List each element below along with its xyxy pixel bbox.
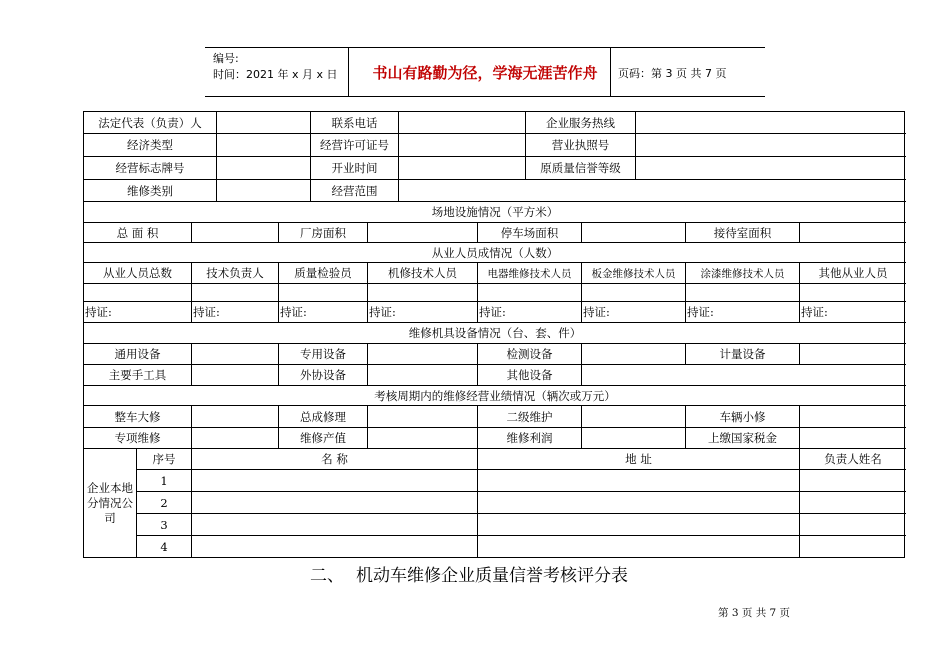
cert-cell[interactable]: 持证: (368, 302, 478, 323)
label-license-no: 经营许可证号 (311, 134, 399, 157)
page-footer: 第 3 页 共 7 页 (718, 607, 791, 619)
time-label: 时间：2021 年 x 月 x 日 (213, 68, 338, 81)
label-general-equipment: 通用设备 (84, 344, 192, 365)
value-cell[interactable] (399, 112, 526, 134)
label-special-repair: 专项维修 (84, 428, 192, 449)
header-meta (213, 51, 338, 83)
label-legal-rep: 法定代表（负责）人 (84, 112, 217, 134)
value-cell[interactable] (368, 365, 478, 386)
value-cell[interactable] (192, 223, 279, 243)
value-cell[interactable] (368, 284, 478, 302)
label-reception-area: 接待室面积 (686, 223, 800, 243)
section-equipment: 维修机具设备情况（台、套、件） (84, 323, 906, 344)
branch-seq: 4 (137, 536, 192, 558)
label-economic-type: 经济类型 (84, 134, 217, 157)
label-branch-companies: 企业本地分情况公司 (84, 449, 137, 558)
section-staff: 从业人员成情况（人数） (84, 243, 906, 263)
value-cell[interactable] (279, 284, 368, 302)
value-cell[interactable] (478, 514, 800, 536)
value-cell[interactable] (192, 536, 478, 558)
value-cell[interactable] (192, 470, 478, 492)
label-output-value: 维修产值 (279, 428, 368, 449)
label-sign-no: 经营标志牌号 (84, 157, 217, 180)
label-business-license: 营业执照号 (526, 134, 636, 157)
header-divider (610, 48, 611, 96)
cert-cell[interactable]: 持证: (84, 302, 192, 323)
value-cell[interactable] (399, 180, 906, 202)
value-cell[interactable] (582, 344, 686, 365)
label-business-scope: 经营范围 (311, 180, 399, 202)
section-number: 二、 (310, 566, 344, 586)
label-total-area: 总 面 积 (84, 223, 192, 243)
label-metering-equipment: 计量设备 (686, 344, 800, 365)
cert-cell[interactable]: 持证: (192, 302, 279, 323)
value-cell[interactable] (368, 428, 478, 449)
header-page-number: 页码：第 3 页 共 7 页 (618, 67, 727, 80)
cert-cell[interactable]: 持证: (279, 302, 368, 323)
value-cell[interactable] (800, 284, 906, 302)
value-cell[interactable] (800, 536, 906, 558)
header-address: 地 址 (478, 449, 800, 470)
value-cell[interactable] (800, 514, 906, 536)
value-cell[interactable] (800, 428, 906, 449)
label-secondary-maintenance: 二级维护 (478, 406, 582, 428)
section-site-facilities: 场地设施情况（平方米） (84, 202, 906, 223)
branch-seq: 3 (137, 514, 192, 536)
value-cell[interactable] (399, 134, 526, 157)
value-cell[interactable] (399, 157, 526, 180)
value-cell[interactable] (800, 344, 906, 365)
label-opening-date: 开业时间 (311, 157, 399, 180)
section-performance: 考核周期内的维修经营业绩情况（辆次或万元） (84, 386, 906, 406)
value-cell[interactable] (582, 428, 686, 449)
value-cell[interactable] (478, 284, 582, 302)
enterprise-info-table (83, 111, 905, 558)
value-cell[interactable] (478, 536, 800, 558)
value-cell[interactable] (800, 470, 906, 492)
value-cell[interactable] (192, 406, 279, 428)
label-repair-category: 维修类别 (84, 180, 217, 202)
value-cell[interactable] (478, 492, 800, 514)
branch-seq: 1 (137, 470, 192, 492)
value-cell[interactable] (368, 344, 478, 365)
label-plant-area: 厂房面积 (279, 223, 368, 243)
value-cell[interactable] (217, 157, 311, 180)
label-hand-tools: 主要手工具 (84, 365, 192, 386)
value-cell[interactable] (192, 492, 478, 514)
serial-label: 编号: (213, 52, 239, 65)
value-cell[interactable] (582, 284, 686, 302)
value-cell[interactable] (217, 180, 311, 202)
label-overhaul: 整车大修 (84, 406, 192, 428)
label-testing-equipment: 检测设备 (478, 344, 582, 365)
header-mechanic: 机修技术人员 (368, 263, 478, 284)
label-repair-profit: 维修利润 (478, 428, 582, 449)
document-header (205, 47, 765, 97)
label-taxes-paid: 上缴国家税金 (686, 428, 800, 449)
label-outsourced-equipment: 外协设备 (279, 365, 368, 386)
header-electrician: 电器维修技术人员 (478, 263, 582, 284)
cert-cell[interactable]: 持证: (478, 302, 582, 323)
header-sheet-metal: 板金维修技术人员 (582, 263, 686, 284)
header-divider (348, 48, 349, 96)
header-painter: 涂漆维修技术人员 (686, 263, 800, 284)
value-cell[interactable] (217, 112, 311, 134)
section-title-text: 机动车维修企业质量信誉考核评分表 (356, 566, 628, 586)
value-cell[interactable] (800, 492, 906, 514)
label-parking-area: 停车场面积 (478, 223, 582, 243)
value-cell[interactable] (582, 365, 906, 386)
cert-cell[interactable]: 持证: (686, 302, 800, 323)
header-name: 名 称 (192, 449, 478, 470)
label-phone: 联系电话 (311, 112, 399, 134)
value-cell[interactable] (192, 344, 279, 365)
cert-cell[interactable]: 持证: (800, 302, 906, 323)
label-special-equipment: 专用设备 (279, 344, 368, 365)
cert-cell[interactable]: 持证: (582, 302, 686, 323)
section-title (0, 561, 950, 586)
value-cell[interactable] (582, 406, 686, 428)
value-cell[interactable] (636, 157, 906, 180)
label-credit-grade: 原质量信誉等级 (526, 157, 636, 180)
label-minor-repair: 车辆小修 (686, 406, 800, 428)
header-seq: 序号 (137, 449, 192, 470)
value-cell[interactable] (686, 284, 800, 302)
value-cell[interactable] (192, 428, 279, 449)
header-total-staff: 从业人员总数 (84, 263, 192, 284)
label-assembly-repair: 总成修理 (279, 406, 368, 428)
value-cell[interactable] (217, 134, 311, 157)
value-cell[interactable] (636, 112, 906, 134)
label-other-equipment: 其他设备 (478, 365, 582, 386)
value-cell[interactable] (582, 223, 686, 243)
label-hotline: 企业服务热线 (526, 112, 636, 134)
value-cell[interactable] (192, 514, 478, 536)
value-cell[interactable] (800, 223, 906, 243)
value-cell[interactable] (800, 406, 906, 428)
header-other-staff: 其他从业人员 (800, 263, 906, 284)
value-cell[interactable] (84, 284, 192, 302)
value-cell[interactable] (192, 365, 279, 386)
header-motto: 书山有路勤为径，学海无涯苦作舟 (372, 64, 598, 82)
value-cell[interactable] (478, 470, 800, 492)
branch-seq: 2 (137, 492, 192, 514)
value-cell[interactable] (368, 223, 478, 243)
header-inspector: 质量检验员 (279, 263, 368, 284)
value-cell[interactable] (192, 284, 279, 302)
header-tech-lead: 技术负责人 (192, 263, 279, 284)
value-cell[interactable] (636, 134, 906, 157)
value-cell[interactable] (368, 406, 478, 428)
header-manager: 负责人姓名 (800, 449, 906, 470)
